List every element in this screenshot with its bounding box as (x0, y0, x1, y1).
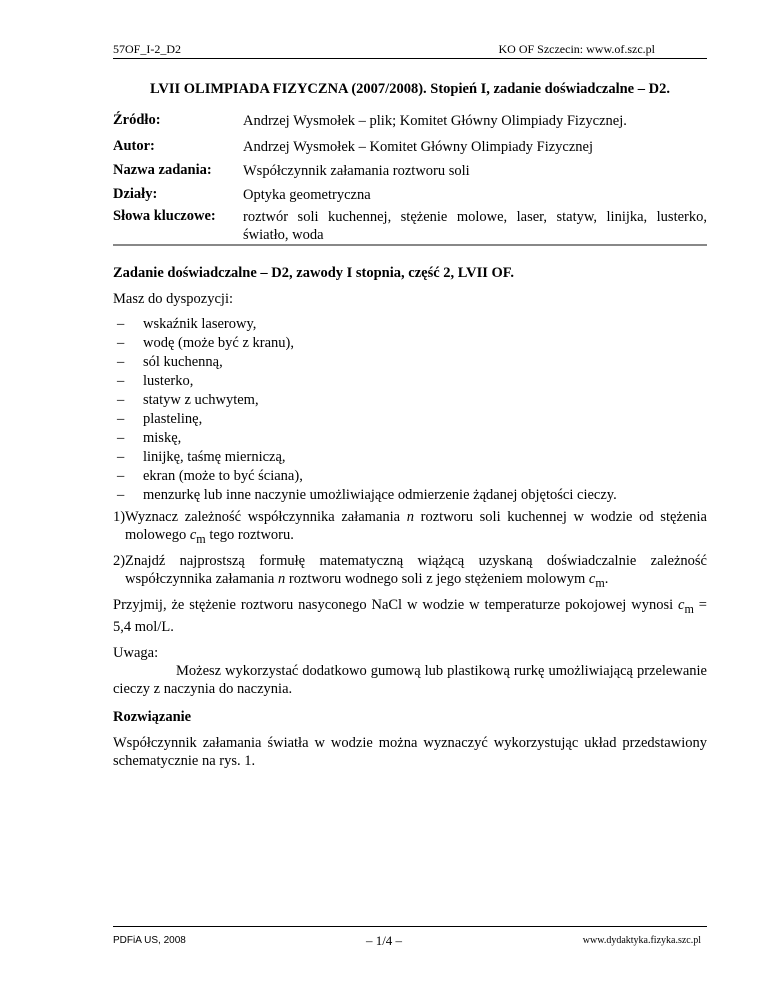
meta-source (113, 112, 707, 130)
solution-text: Współczynnik załamania światła w wodzie można wyznaczyć wykorzystując układ przedstawiony schematycznie na rys. 1. (113, 735, 707, 769)
meta-task-name-key: Nazwa zadania: (113, 162, 212, 178)
list-item: – linijkę, taśmę mierniczą, (113, 448, 707, 467)
question-2-text: Znajdź najprostszą formułę matematyczną wiążącą uzyskaną doświadczalnie zależność współczynnika załamania n roztworu wodnego soli z jego stężeniem molowym $c_m$. (125, 553, 707, 590)
meta-sections-value: Optyka geometryczna (243, 187, 371, 203)
meta-rule (113, 244, 707, 246)
meta-author (113, 138, 707, 156)
list-item: – plastelinę, (113, 410, 707, 429)
question-2-number: 2) (113, 553, 126, 569)
list-item: – miskę, (113, 429, 707, 448)
meta-task-name (113, 162, 707, 180)
note-label: Uwaga: (113, 645, 159, 661)
meta-keywords-key: Słowa kluczowe: (113, 208, 216, 224)
task-heading: Zadanie doświadczalne – D2, zawody I stopnia, część 2, LVII OF. (113, 265, 514, 281)
meta-author-key: Autor: (113, 138, 155, 154)
list-item: – menzurkę lub inne naczynie umożliwiające odmierzenie żądanej objętości cieczy. (113, 486, 707, 505)
list-item: – sól kuchenną, (113, 353, 707, 372)
equipment-list (113, 315, 707, 505)
page-number: – 1/4 – (365, 933, 403, 948)
meta-sections (113, 186, 707, 204)
meta-keywords (113, 208, 707, 244)
assumption-text: Przyjmij, że stężenie roztworu nasyconego NaCl w wodzie w temperaturze pokojowej wynosi $c_m = 5,4$ mol/L. (113, 597, 707, 635)
question-1 (113, 508, 707, 548)
solution-heading: Rozwiązanie (113, 709, 192, 725)
meta-source-key: Źródło: (113, 112, 161, 128)
meta-task-name-value: Współczynnik załamania roztworu soli (243, 163, 470, 179)
list-item: – statyw z uchwytem, (113, 391, 707, 410)
meta-author-value: Andrzej Wysmołek – Komitet Główny Olimpiady Fizycznej (243, 139, 594, 155)
question-2 (113, 552, 707, 592)
document-title: LVII OLIMPIADA FIZYCZNA (2007/2008). Stopień I, zadanie doświadczalne – D2. (150, 81, 670, 97)
footer-rule (113, 926, 707, 927)
meta-source-value: Andrzej Wysmołek – plik; Komitet Główny Olimpiady Fizycznej. (243, 113, 627, 129)
list-item: – wskaźnik laserowy, (113, 315, 707, 334)
note-text: Możesz wykorzystać dodatkowo gumową lub plastikową rurkę umożliwiającą przelewanie cieczy z naczynia do naczynia. (113, 663, 707, 697)
list-item: – wodę (może być z kranu), (113, 334, 707, 353)
header-rule (113, 58, 707, 59)
list-item: – ekran (może to być ściana), (113, 467, 707, 486)
meta-keywords-value: roztwór soli kuchennej, stężenie molowe, laser, statyw, linijka, lusterko, światło, woda (243, 209, 707, 243)
header-right: KO OF Szczecin: www.of.szc.pl (498, 42, 655, 56)
question-1-number: 1) (113, 509, 126, 525)
footer-left: PDFiA US, 2008 (113, 935, 186, 946)
question-1-text: Wyznacz zależność współczynnika załamania n roztworu soli kuchennej w wodzie od stężenia molowego $c_m$ tego roztworu. (125, 509, 707, 546)
intro-text: Masz do dyspozycji: (113, 291, 234, 307)
list-item: – lusterko, (113, 372, 707, 391)
meta-sections-key: Działy: (113, 186, 158, 202)
header-left: 57OF_I-2_D2 (113, 42, 181, 56)
footer-right: www.dydaktyka.fizyka.szc.pl (582, 935, 701, 946)
